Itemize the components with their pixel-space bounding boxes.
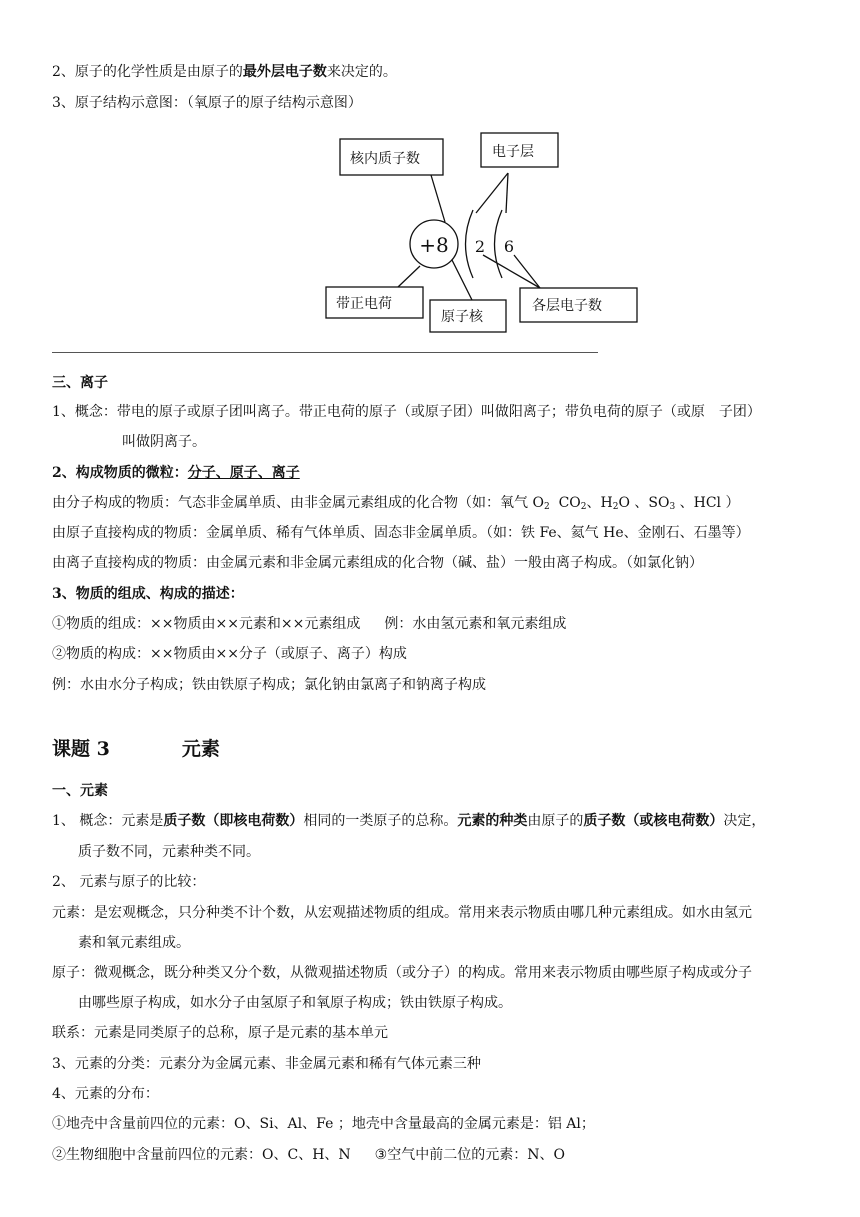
topic-number: 课题 3 — [52, 738, 110, 760]
atomic-substances-line: 由原子直接构成的物质：金属单质、稀有气体单质、固态非金属单质。（如：铁 Fe、氦气 He、金刚石、石墨等） — [52, 525, 750, 541]
pointer-shell-2 — [506, 173, 508, 213]
crust-elements-line: ①地壳中含量前四位的元素：O、Si、Al、Fe ；地壳中含量最高的金属元素是：铝 Al； — [52, 1116, 595, 1132]
oxygen-atom-structure-diagram — [0, 0, 860, 360]
classification-line: 3、元素的分类：元素分为金属元素、非金属元素和稀有气体元素三种 — [52, 1056, 481, 1072]
relation-line: 联系：元素是同类原子的总称，原子是元素的基本单元 — [52, 1025, 388, 1041]
structure-diagram-caption: 3、原子结构示意图：（氧原子的原子结构示意图） — [52, 95, 362, 111]
describe-heading: 3、物质的组成、构成的描述： — [52, 586, 244, 602]
chemical-property-line: 2、原子的化学性质是由原子的最外层电子数来决定的。 — [52, 64, 397, 80]
atom-definition-line-2: 由哪些原子构成，如水分子由氢原子和氧原子构成；铁由铁原子构成。 — [78, 995, 512, 1011]
pointer-layer-electrons-1 — [483, 255, 540, 288]
label-nucleus: 原子核 — [441, 309, 483, 325]
compare-heading: 2、 元素与原子的比较： — [52, 874, 206, 890]
outer-shell-arc — [495, 210, 503, 278]
composition-example: 例：水由氢元素和氧元素组成 — [384, 616, 567, 632]
element-concept-line-1: 1、 概念：元素是质子数（即核电荷数）相同的一类原子的总称。元素的种类由原子的质子数（或核电荷数）决定， — [52, 813, 766, 829]
particles-line: 2、构成物质的微粒：分子、原子、离子 — [52, 465, 300, 481]
ionic-substances-line: 由离子直接构成的物质：由金属元素和非金属元素组成的化合物（碱、盐）一般由离子构成。（如氯化钠） — [52, 555, 703, 571]
nucleus-charge: +8 — [419, 233, 449, 257]
label-layer-electrons: 各层电子数 — [532, 298, 602, 314]
pointer-layer-electrons-2 — [514, 255, 540, 288]
topic-name: 元素 — [181, 738, 220, 760]
particles-value: 分子、原子、离子 — [187, 465, 300, 481]
topic-title — [52, 736, 220, 762]
structure-line: ②物质的构成：××物质由××分子（或原子、离子）构成 — [52, 646, 407, 662]
ions-heading: 三、离子 — [52, 375, 108, 391]
ion-concept-line-2: 叫做阴离子。 — [122, 434, 206, 450]
cell-air-elements-line — [52, 1145, 565, 1165]
composition-line: ①物质的组成：××物质由××元素和××元素组成 例：水由氢元素和氧元素组成 — [52, 616, 567, 632]
ion-concept-line-1: 1、概念：带电的原子或原子团叫离子。带正电荷的原子（或原子团）叫做阳离子；带负电荷的原子（或原 子团） — [52, 404, 761, 420]
shell-1-electrons: 2 — [474, 237, 486, 256]
section-divider — [52, 352, 598, 353]
pointer-nuclear-protons — [431, 175, 445, 222]
inner-shell-arc — [466, 210, 474, 278]
pointer-shell-1 — [476, 173, 508, 213]
label-electron-shell: 电子层 — [492, 144, 534, 160]
cell-elements: ②生物细胞中含量前四位的元素：O、C、H、N — [52, 1147, 351, 1163]
pointer-positive-charge — [398, 266, 420, 287]
label-nuclear-protons: 核内质子数 — [350, 151, 420, 167]
elements-heading: 一、元素 — [52, 783, 108, 799]
shell-2-electrons: 6 — [503, 237, 515, 256]
element-definition-line-1: 元素：是宏观概念，只分种类不计个数，从宏观描述物质的组成。常用来表示物质由哪几种元素组成。如水由氢元 — [52, 905, 752, 921]
element-definition-line-2: 素和氧元素组成。 — [78, 935, 190, 951]
outer-electron-count-emphasis: 最外层电子数 — [242, 64, 327, 80]
element-concept-line-2: 质子数不同，元素种类不同。 — [78, 844, 260, 860]
air-elements: ③空气中前二位的元素：N、O — [374, 1147, 565, 1163]
label-positive-charge: 带正电荷 — [336, 296, 392, 312]
molecular-substances-line: 由分子构成的物质：气态非金属单质、由非金属元素组成的化合物（如：氧气 $O_2$ $CO_2$、$H_2O$ 、$SO_3$ 、HCl ） — [52, 495, 740, 512]
structure-example-line: 例：水由水分子构成；铁由铁原子构成；氯化钠由氯离子和钠离子构成 — [52, 677, 486, 693]
distribution-heading: 4、元素的分布： — [52, 1086, 159, 1102]
atom-definition-line-1: 原子：微观概念，既分种类又分个数，从微观描述物质（或分子）的构成。常用来表示物质由哪些原子构成或分子 — [52, 965, 752, 981]
